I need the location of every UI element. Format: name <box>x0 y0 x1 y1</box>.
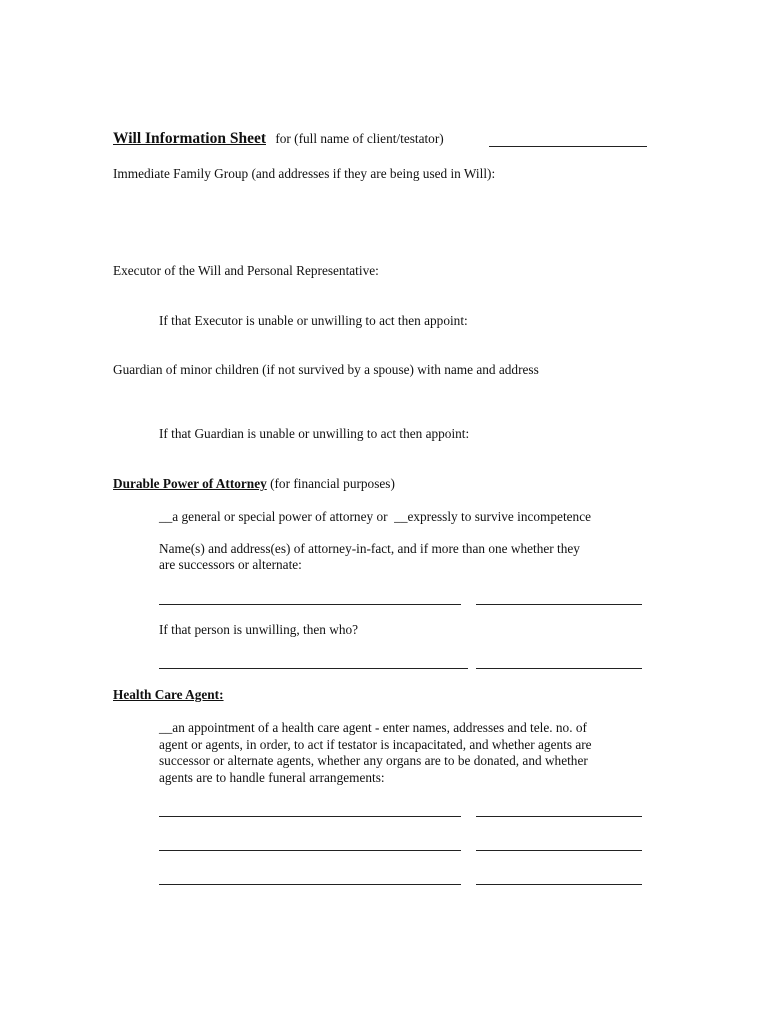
poa-name-field[interactable] <box>159 604 461 605</box>
document-title: Will Information Sheet <box>113 130 266 147</box>
health-line-2: agent or agents, in order, to act if testator is incapacitated, and whether agents are <box>159 737 592 752</box>
health-agent-name-field-2[interactable] <box>159 850 461 851</box>
health-agent-name-field-1[interactable] <box>159 816 461 817</box>
guardian-label: Guardian of minor children (if not survived by a spouse) with name and address <box>113 362 539 377</box>
poa-alternate-address-field[interactable] <box>476 668 642 669</box>
poa-heading-note: (for financial purposes) <box>270 476 395 491</box>
poa-unwilling-label: If that person is unwilling, then who? <box>159 622 359 637</box>
client-name-field[interactable] <box>489 146 647 147</box>
poa-options-line: __a general or special power of attorney or __expressly to survive incompetence <box>159 509 591 524</box>
guardian-alternate-label: If that Guardian is unable or unwilling to act then appoint: <box>159 426 470 441</box>
poa-heading-line <box>113 476 395 492</box>
poa-address-field[interactable] <box>476 604 642 605</box>
health-agent-address-field-1[interactable] <box>476 816 642 817</box>
health-heading: Health Care Agent: <box>113 687 224 702</box>
health-agent-name-field-3[interactable] <box>159 884 461 885</box>
title-line <box>113 131 444 147</box>
health-line-1: __an appointment of a health care agent - enter names, addresses and tele. no. of <box>159 720 587 735</box>
health-agent-address-field-3[interactable] <box>476 884 642 885</box>
poa-names-line-2: are successors or alternate: <box>159 557 302 572</box>
health-heading-line <box>113 687 224 703</box>
client-name-label: for (full name of client/testator) <box>275 131 444 146</box>
health-line-3: successor or alternate agents, whether any organs are to be donated, and whether <box>159 753 588 768</box>
health-line-4: agents are to handle funeral arrangements: <box>159 770 385 785</box>
executor-label: Executor of the Will and Personal Representative: <box>113 263 379 278</box>
health-agent-address-field-2[interactable] <box>476 850 642 851</box>
poa-alternate-name-field[interactable] <box>159 668 468 669</box>
executor-alternate-label: If that Executor is unable or unwilling to act then appoint: <box>159 313 468 328</box>
poa-heading: Durable Power of Attorney <box>113 476 267 491</box>
family-label: Immediate Family Group (and addresses if they are being used in Will): <box>113 166 496 181</box>
poa-names-line-1: Name(s) and address(es) of attorney-in-fact, and if more than one whether they <box>159 541 580 556</box>
